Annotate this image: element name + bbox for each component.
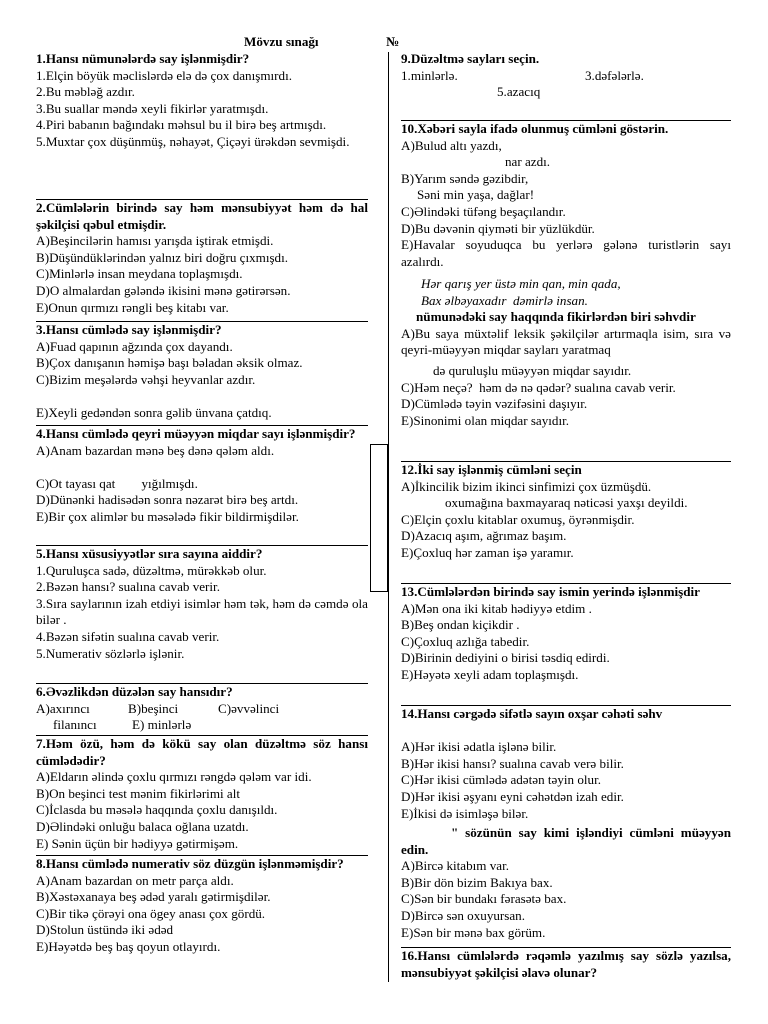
answer-option: A)Fuad qapının ağzında çox dayandı. [36,338,233,354]
poem-line: Bax əlbəyaxadır dəmirlə insan. [421,292,588,308]
number-label: № [386,34,400,49]
question-5 [36,545,372,683]
answer-option: E)İkisi də isimləşə bilər. [401,805,529,821]
answer-option: 2.Bu məbləğ azdır. [36,84,135,100]
answer-option: 5.Numerativ sözlərlə işlənir. [36,645,185,661]
question-title: 6.Əvəzlikdən düzələn say hansıdır? [36,684,233,699]
answer-option: B)Hər ikisi hansı? sualına cavab verə bilir. [401,755,624,771]
question-title: 12.İki say işlənmiş cümləni seçin [401,462,582,477]
answer-option: 1.Elçin böyük məclislərdə elə də çox danışmırdı. [36,67,292,83]
answer-option: 2.Bəzən hansı? sualına cavab verir. [36,579,220,595]
answer-option: D)Bu dəvənin qiyməti bir yüzlükdür. [401,220,595,236]
question-title: 16.Hansı cümlələrdə rəqəmlə yazılmış say sözlə yazılsa, mənsubiyyət şəkilçisi əlavə olunar? [401,948,731,980]
question-title: 4.Hansı cümlədə qeyri müəyyən miqdar sayı işlənmişdir? [36,426,356,441]
answer-option: C)Bizim meşələrdə vəhşi heyvanlar azdır. [36,371,256,387]
answer-option: A)Bircə kitabım var. [401,858,509,874]
question-title: " sözünün say kimi işləndiyi cümləni müəyyən edin. [401,825,731,857]
answer-option: E) Sənin üçün bir hədiyyə gətirmişəm. [36,835,239,851]
answer-row [36,701,368,718]
question-1 [36,51,368,199]
answer-option: B)Yarım səndə gəzibdir, [401,170,529,186]
answer-option: A)axırıncı [36,700,90,716]
answer-option: E)Havalar soyuduqca bu yerlərə gələnə turistlərin sayı azalırdı. [401,237,735,269]
question-15 [401,825,731,947]
question-14 [401,705,731,825]
answer-option: A)Eldarın əlində çoxlu qırmızı rəngdə qələm var idi. [36,769,312,785]
answer-option: D)Stolun üstündə iki ədəd [36,922,174,938]
answer-option: 3.dəfələrlə. [585,67,644,83]
question-6 [36,683,368,735]
answer-option: E)Həyətdə beş baş qoyun otlayırdı. [36,938,221,954]
question-title: 5.Hansı xüsusiyyətlər sıra sayına aiddir? [36,546,263,561]
answer-option: C)Ot tayası qat yığılmışdı. [36,475,198,491]
question-9 [401,51,731,120]
answer-option: E)Bir çox alimlər bu məsələdə fikir bildirmişdilər. [36,508,299,524]
question-11 [401,276,735,461]
column-divider [388,52,389,982]
answer-option: B)Xəstəxanaya beş ədəd yaralı gətirmişdilər. [36,889,271,905]
answer-option: A)Bulud altı yazdı, [401,137,502,153]
answer-option: B)beşinci [128,700,179,716]
answer-option: C)Həm neçə? həm də nə qədər? sualına cavab verir. [401,379,676,395]
question-title: nümunədəki say haqqında fikirlərdən biri səhvdir [416,309,696,325]
answer-row [36,717,368,734]
answer-option: C)Elçin çoxlu kitablar oxumuş, öyrənmişdir. [401,511,635,527]
answer-option: 5.azacıq [497,84,541,100]
question-title: 3.Hansı cümlədə say işlənmişdir? [36,322,222,337]
question-10 [401,120,735,276]
answer-option: B)On beşinci test mənim fikirlərimi alt [36,785,241,801]
answer-option: E)Çoxluq hər zaman işə yaramır. [401,544,574,560]
answer-option: D)Birinin dediyini o birisi təsdiq edirdi. [401,650,610,666]
answer-option: A)Bu saya müxtəlif leksik şəkilçilər artırmaqla isim, sıra və qeyri-müəyyən miqdar sayları yaratmaq [401,325,735,358]
question-8 [36,855,368,975]
question-13 [401,583,731,705]
question-title: 2.Cümlələrin birində say həm mənsubiyyət həm də hal şəkilçisi qəbul etmişdir. [36,200,368,232]
answer-option: D)O almalardan gələndə ikisini mənə gətirərsən. [36,282,291,298]
answer-option: E) minlərlə [132,717,192,733]
page-title: Mövzu sınağı [244,34,319,49]
question-7 [36,735,368,855]
answer-option: E)Həyətə xeyli adam toplaşmışdı. [401,666,579,682]
answer-option: oxumağına baxmayaraq nəticəsi yaxşı deyildi. [445,495,688,511]
answer-option: C)Bir tikə çörəyi ona ögey anası çox gördü. [36,905,266,921]
answer-option: D)Azacıq aşım, ağrımaz başım. [401,528,567,544]
answer-option: 4.Piri babanın bağındakı məhsul bu il birə beş artmışdı. [36,117,327,133]
question-title: 10.Xəbəri sayla ifadə olunmuş cümləni göstərin. [401,121,669,136]
question-16 [401,947,731,987]
poem-line: Hər qarış yer üstə min qan, min qada, [421,276,621,291]
answer-option-continuation: də quruluşlu müəyyən miqdar sayıdır. [433,362,632,378]
answer-option: filanıncı [53,717,97,733]
answer-option: D)Bircə sən oxuyursan. [401,907,525,923]
answer-option: E)Sinonimi olan miqdar sayıdır. [401,412,570,428]
answer-option: C)Minlərlə insan meydana toplaşmışdı. [36,266,243,282]
answer-option: 1.minlərlə. [401,67,458,83]
question-2 [36,199,368,321]
answer-option: D)Dünənki hadisədən sonra nəzarət birə beş artdı. [36,492,299,508]
answer-option: D)Cümlədə təyin vəzifəsini daşıyır. [401,396,588,412]
question-title: 13.Cümlələrdən birində say ismin yerində işlənmişdir [401,584,700,599]
question-title: 1.Hansı nümunələrdə say işlənmişdir? [36,51,250,66]
answer-option: B)Beş ondan kiçikdir . [401,617,520,633]
answer-option: B)Bir dön bizim Bakıya bax. [401,874,553,890]
answer-option: D)Hər ikisi əşyanı eyni cəhətdən izah edir. [401,788,624,804]
answer-option: B)Çox danışanın həmişə başı bəladan əksik olmaz. [36,355,303,371]
answer-option: C)İclasda bu məsələ haqqında çoxlu danışıldı. [36,802,278,818]
page-header [0,34,768,52]
answer-option: C)Sən bir bundakı fərasətə bax. [401,891,567,907]
answer-option: D)Əlindəki onluğu balaca oğlana uzatdı. [36,818,249,834]
answer-option: 3.Sıra saylarının izah etdiyi isimlər həm tək, həm də cəmdə ola bilər . [36,595,372,628]
center-box [370,444,388,592]
answer-option: 3.Bu suallar məndə xeyli fikirlər yaratmışdı. [36,100,269,116]
answer-row [401,68,731,85]
question-3 [36,321,368,425]
right-column [401,51,735,987]
answer-option: E)Onun qırmızı rəngli beş kitabı var. [36,299,229,315]
question-title: 14.Hansı cərgədə sifətlə sayın oxşar cəhəti səhv [401,706,663,721]
answer-option: C)Hər ikisi cümlədə adətən təyin olur. [401,772,601,788]
question-4 [36,425,368,545]
answer-option: B)Düşündüklərindən yalnız biri doğru çıxmışdı. [36,249,289,265]
answer-option: 5.Muxtar çox düşünmüş, nəhayət, Çiçəyi ürəkdən sevmişdi. [36,133,350,149]
answer-option-continuation: Səni min yaşa, dağlar! [417,187,535,203]
question-title: 7.Həm özü, həm də kökü say olan düzəltmə söz hansı cümlədədir? [36,736,368,768]
answer-option: 1.Quruluşca sadə, düzəltmə, mürəkkəb olur. [36,562,267,578]
answer-option: A)Mən ona iki kitab hədiyyə etdim . [401,600,592,616]
question-title: 9.Düzəltmə sayları seçin. [401,51,540,66]
answer-option: E)Sən bir mənə bax görüm. [401,924,546,940]
answer-option: A)Anam bazardan on metr parça aldı. [36,872,234,888]
answer-option: A)İkincilik bizim ikinci sinfimizi çox üzmüşdü. [401,478,652,494]
answer-option: C)Əlindəki tüfəng beşaçılandır. [401,203,566,219]
answer-option-continuation: nar azdı. [505,154,551,170]
answer-option: A)Anam bazardan mənə beş dənə qələm aldı. [36,442,275,458]
answer-option: E)Xeyli gedəndən sonra gəlib ünvana çatdıq. [36,404,272,420]
answer-option: C)əvvəlinci [218,700,280,716]
answer-option: A)Hər ikisi ədatla işlənə bilir. [401,739,557,755]
answer-option: C)Çoxluq azlığa tabedir. [401,633,530,649]
question-12 [401,461,731,583]
question-title: 8.Hansı cümlədə numerativ söz düzgün işlənməmişdir? [36,856,344,871]
answer-option: A)Beşincilərin hamısı yarışda iştirak etmişdi. [36,233,274,249]
left-column [36,51,372,975]
answer-option: 4.Bəzən sifətin sualına cavab verir. [36,628,220,644]
